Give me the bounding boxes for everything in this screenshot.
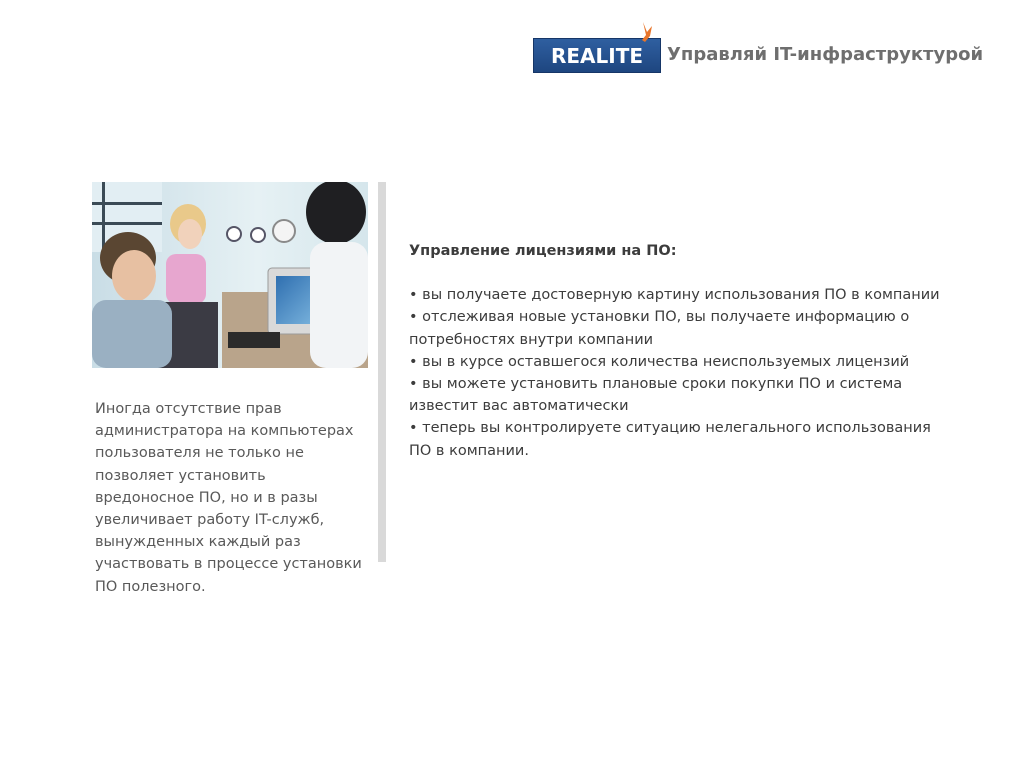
office-photo <box>92 182 368 368</box>
section-title: Управление лицензиями на ПО: <box>409 243 677 259</box>
tagline: Управляй IT-инфраструктурой <box>667 44 984 65</box>
list-item: • вы получаете достоверную картину использования ПО в компании <box>409 287 940 304</box>
benefits-list <box>409 284 954 462</box>
list-item: • отслеживая новые установки ПО, вы получаете информацию о потребностях внутри компании <box>409 309 910 348</box>
list-item: • вы можете установить плановые сроки покупки ПО и система известит вас автоматически <box>409 376 903 415</box>
license-management-section <box>409 240 954 462</box>
list-item: • вы в курсе оставшегося количества неиспользуемых лицензий <box>409 353 910 370</box>
list-item: • теперь вы контролируете ситуацию нелегального использования ПО в компании. <box>409 420 931 459</box>
logo-text: REALITE <box>550 43 644 68</box>
vertical-divider <box>378 182 386 562</box>
left-caption: Иногда отсутствие прав администратора на компьютерах пользователя не только не позволяет установить вредоносное ПО, но и в разы увеличивает работу IT-служб, вынужденных каждый раз участвовать в процессе установки ПО полезного. <box>95 401 362 595</box>
cursor-arrow-icon <box>640 22 654 44</box>
